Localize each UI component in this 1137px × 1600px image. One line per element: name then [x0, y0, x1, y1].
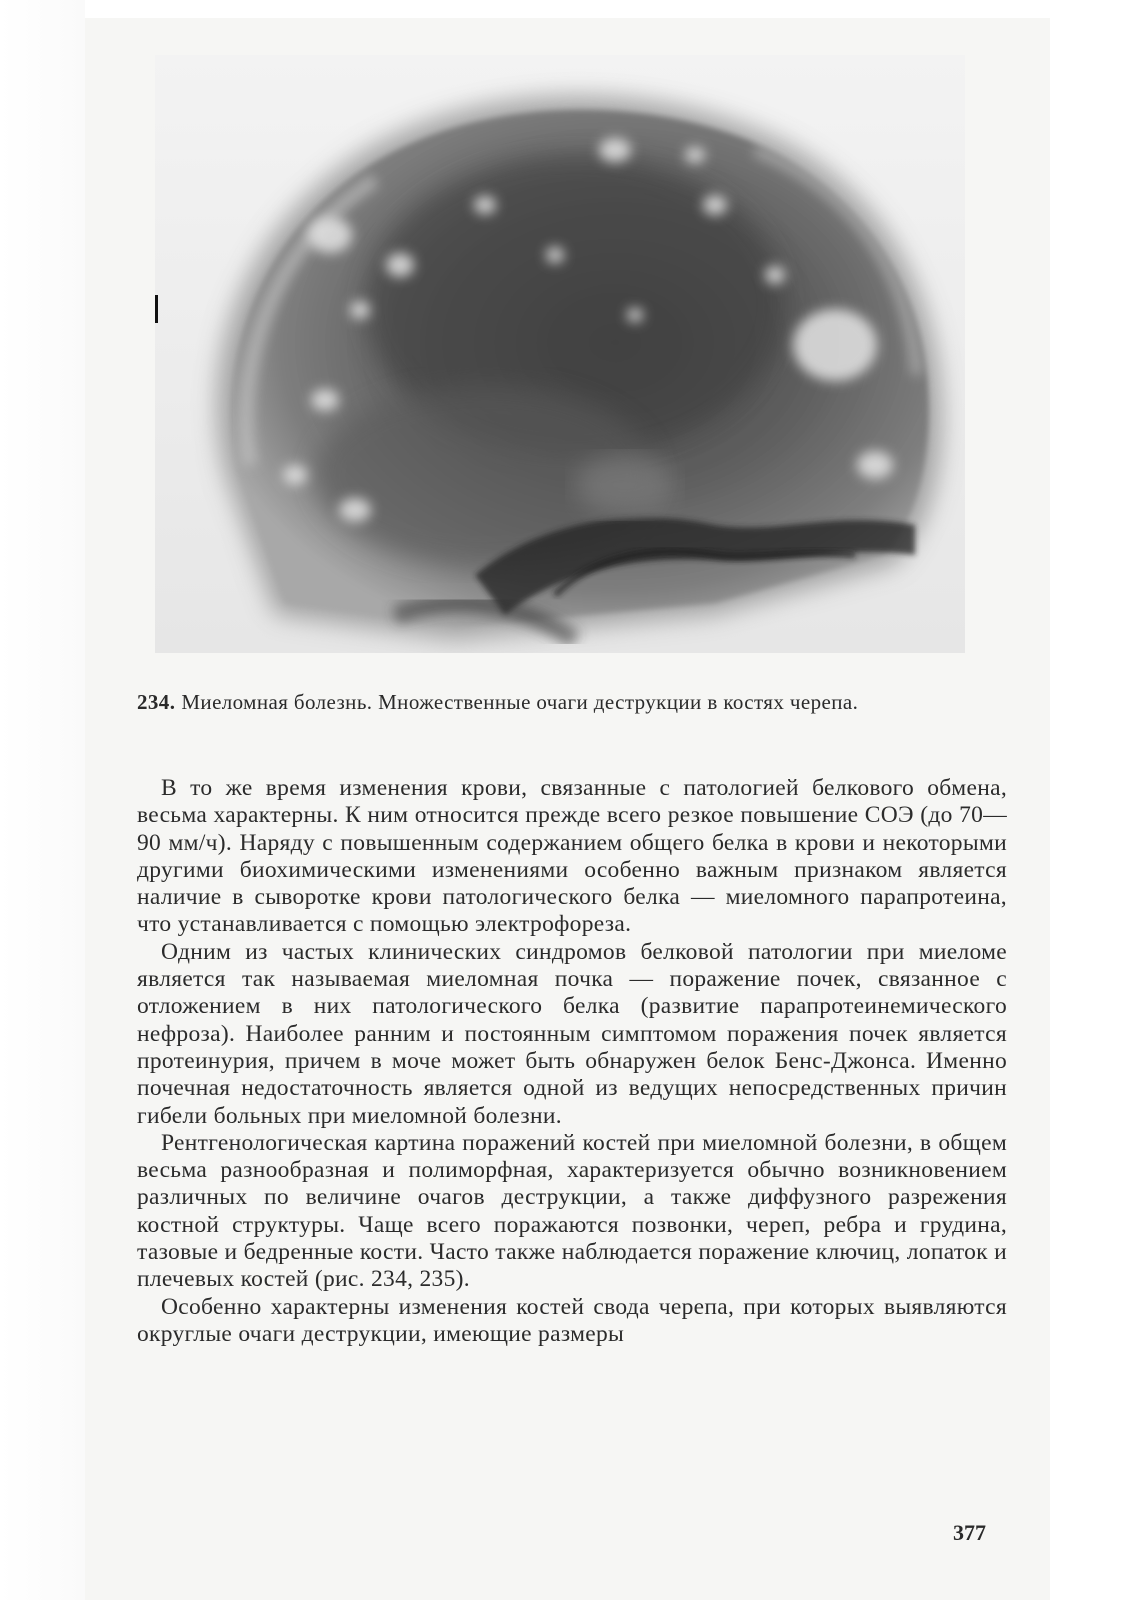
page-number: 377	[953, 1520, 986, 1545]
skull-radiograph-image	[155, 55, 965, 653]
figure-number: 234.	[137, 690, 176, 714]
page-left-margin	[0, 0, 85, 1600]
paragraph-4: Особенно характерны изменения костей свода черепа, при которых выявляются округлые очаги деструкции, имеющие размеры	[137, 1293, 1007, 1347]
skull-xray-drawing	[155, 55, 965, 653]
figure-caption	[137, 690, 1007, 715]
paragraph-2: Одним из частых клинических синдромов белковой патологии при миеломе является так называемая миеломная почка — поражение почек, связанное с отложением в них патологического белка (развитие парапротеинемического нефроза). Наиболее ранним и постоянным симптомом поражения почек является протеинурия, причем в моче может быть обнаружен белок Бенс-Джонса. Именно почечная недостаточность является одной из ведущих непосредственных причин гибели больных при миеломной болезни.	[137, 938, 1007, 1129]
paragraph-1: В то же время изменения крови, связанные с патологией белкового обмена, весьма характерны. К ним относится прежде всего резкое повышение СОЭ (до 70—90 мм/ч). Наряду с повышенным содержанием общего белка в крови и некоторыми другими биохимическими изменениями особенно важным признаком является наличие в сыворотке крови патологического белка — миеломного парапротеина, что устанавливается с помощью электрофореза.	[137, 775, 1007, 938]
paragraph-3: Рентгенологическая картина поражений костей при миеломной болезни, в общем весьма разнообразная и полиморфная, характеризуется обычно возникновением различных по величине очагов деструкции, а также диффузного разрежения костной структуры. Чаще всего поражаются позвонки, череп, ребра и грудина, тазовые и бедренные кости. Часто также наблюдается поражение ключиц, лопаток и плечевых костей (рис. 234, 235).	[137, 1129, 1007, 1293]
article-body	[137, 775, 1007, 1348]
figure-caption-text: Миеломная болезнь. Множественные очаги деструкции в костях черепа.	[181, 690, 859, 714]
